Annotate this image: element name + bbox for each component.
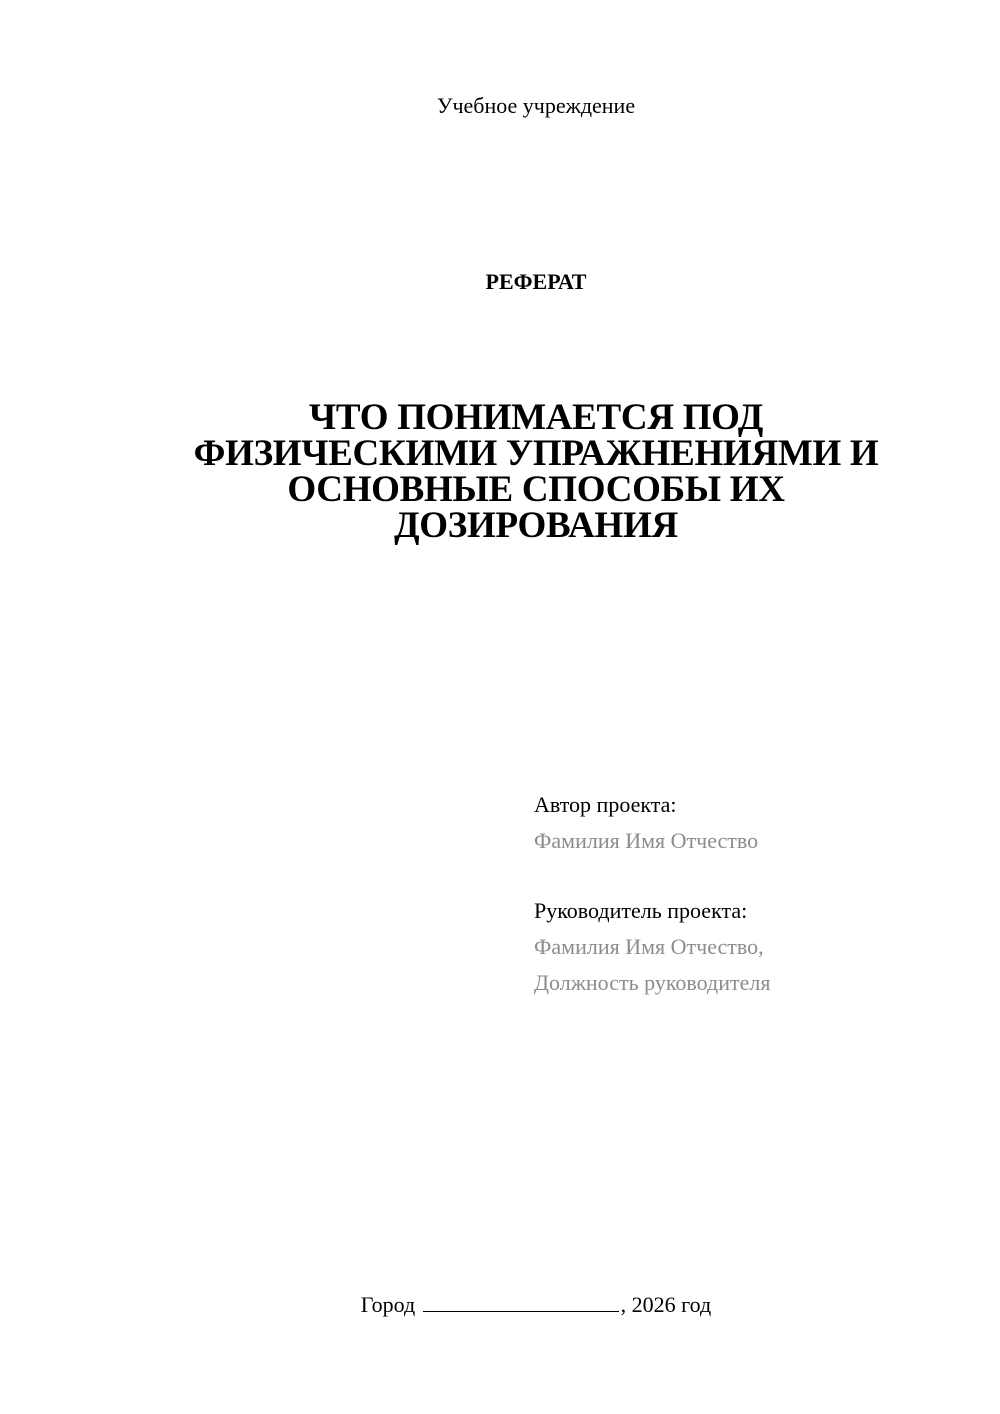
author-name: Фамилия Имя Отчество bbox=[534, 828, 759, 853]
supervisor-block bbox=[534, 893, 974, 1001]
supervisor-position: Должность руководителя bbox=[534, 970, 771, 995]
author-block bbox=[534, 787, 974, 859]
title-line: ОСНОВНЫЕ СПОСОБЫ ИХ bbox=[287, 469, 785, 510]
title-line: ЧТО ПОНИМАЕТСЯ ПОД bbox=[309, 397, 763, 438]
city-blank-line bbox=[423, 1291, 619, 1312]
document-type: РЕФЕРАТ bbox=[485, 269, 587, 294]
institution-name: Учебное учреждение bbox=[436, 93, 636, 118]
city-label: Город bbox=[360, 1292, 416, 1317]
supervisor-label: Руководитель проекта: bbox=[534, 898, 748, 923]
title-line: ДОЗИРОВАНИЯ bbox=[394, 505, 678, 546]
city-year-line bbox=[0, 1290, 1000, 1320]
year-text: , 2026 год bbox=[620, 1292, 712, 1317]
supervisor-name: Фамилия Имя Отчество, bbox=[534, 934, 764, 959]
author-label: Автор проекта: bbox=[534, 792, 677, 817]
title-line: ФИЗИЧЕСКИМИ УПРАЖНЕНИЯМИ И bbox=[193, 433, 879, 474]
report-title bbox=[136, 397, 936, 546]
